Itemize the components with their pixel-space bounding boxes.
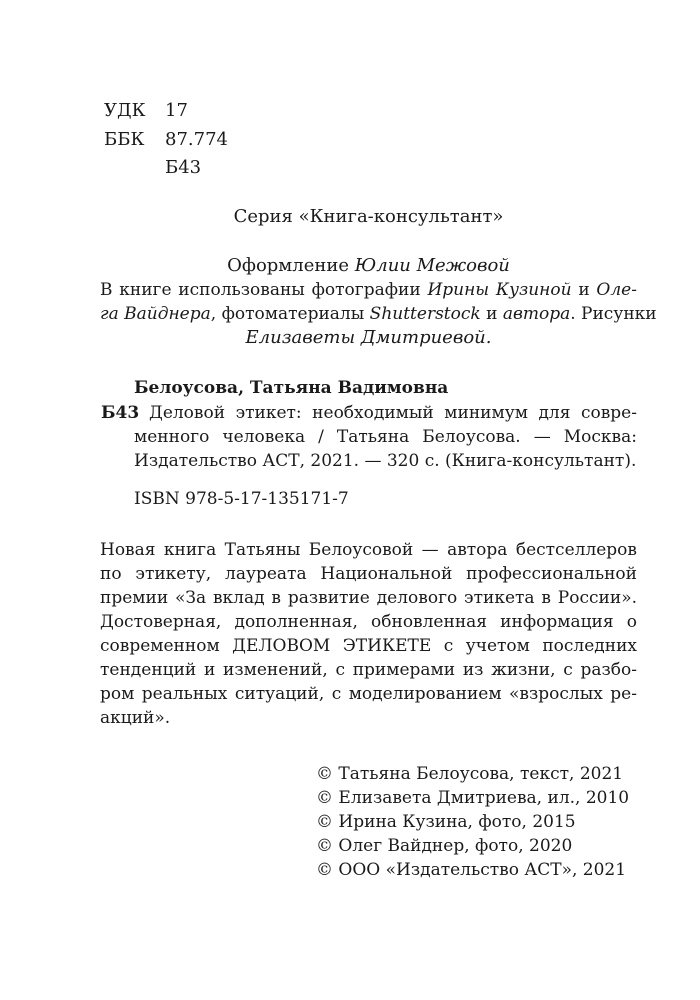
bib-line-3: Издательство АСТ, 2021. — 320 с. (Книга-консультант). xyxy=(134,451,637,471)
annotation-line: тенденций и изменений, с примерами из жизни, с разбо- xyxy=(100,660,637,680)
annotation-line: Новая книга Татьяны Белоусовой — автора бестселлеров xyxy=(100,540,637,560)
udk-value: 17 xyxy=(165,100,188,121)
annotation-line: Достоверная, дополненная, обновленная информация о xyxy=(100,612,637,632)
photo-credit-name: Ирины Кузиной xyxy=(427,280,572,300)
copyright-line: © Ирина Кузина, фото, 2015 xyxy=(316,812,576,832)
photo-credit-text: и xyxy=(480,304,503,324)
bbk-label: ББК xyxy=(104,129,145,150)
photo-credit-text: В книге использованы фотографии xyxy=(100,280,428,300)
photo-credit-line-2 xyxy=(100,302,657,326)
photo-credit-text: . Рисунки xyxy=(570,304,657,324)
photo-credit-name: автора xyxy=(502,304,571,324)
design-credit-name: Юлии Межовой xyxy=(354,255,510,276)
bib-line-2: менного человека / Татьяна Белоусова. — Москва: xyxy=(134,427,637,447)
photo-credit-name: Shutterstock xyxy=(369,304,481,324)
annotation-line: премии «За вклад в развитие делового этикета в России». xyxy=(100,588,637,608)
author-mark: Б43 xyxy=(165,157,202,178)
photo-credit-line-1 xyxy=(100,278,637,302)
annotation-line: ром реальных ситуаций, с моделированием «взрослых ре- xyxy=(100,684,637,704)
copyright-line: © Олег Вайднер, фото, 2020 xyxy=(316,836,573,856)
design-credit xyxy=(100,254,637,278)
udk-label: УДК xyxy=(104,100,146,121)
bbk-value: 87.774 xyxy=(165,129,228,150)
design-credit-prefix: Оформление xyxy=(227,255,355,276)
bib-line-1: Деловой этикет: необходимый минимум для совре- xyxy=(149,403,637,423)
annotation-line: акций». xyxy=(100,708,171,728)
bib-author: Белоусова, Татьяна Вадимовна xyxy=(134,378,449,398)
copyright-line: © Татьяна Белоусова, текст, 2021 xyxy=(316,764,624,784)
copyright-line: © ООО «Издательство АСТ», 2021 xyxy=(316,860,627,880)
annotation-line: современном ДЕЛОВОМ ЭТИКЕТЕ с учетом последних xyxy=(100,636,637,656)
annotation-line: по этикету, лауреата Национальной профессиональной xyxy=(100,564,637,584)
series-line: Серия «Книга-консультант» xyxy=(233,206,504,227)
photo-credit-text: , фотоматериалы xyxy=(210,304,370,324)
photo-credit-text: и xyxy=(571,280,597,300)
copyright-line: © Елизавета Дмитриева, ил., 2010 xyxy=(316,788,630,808)
photo-credit-name: га Вайднера xyxy=(100,304,211,324)
photo-credit-name: Оле- xyxy=(596,280,637,300)
bib-mark: Б43 xyxy=(101,403,140,423)
photo-credit-line-3: Елизаветы Дмитриевой. xyxy=(245,327,492,348)
isbn: ISBN 978-5-17-135171-7 xyxy=(134,489,349,509)
